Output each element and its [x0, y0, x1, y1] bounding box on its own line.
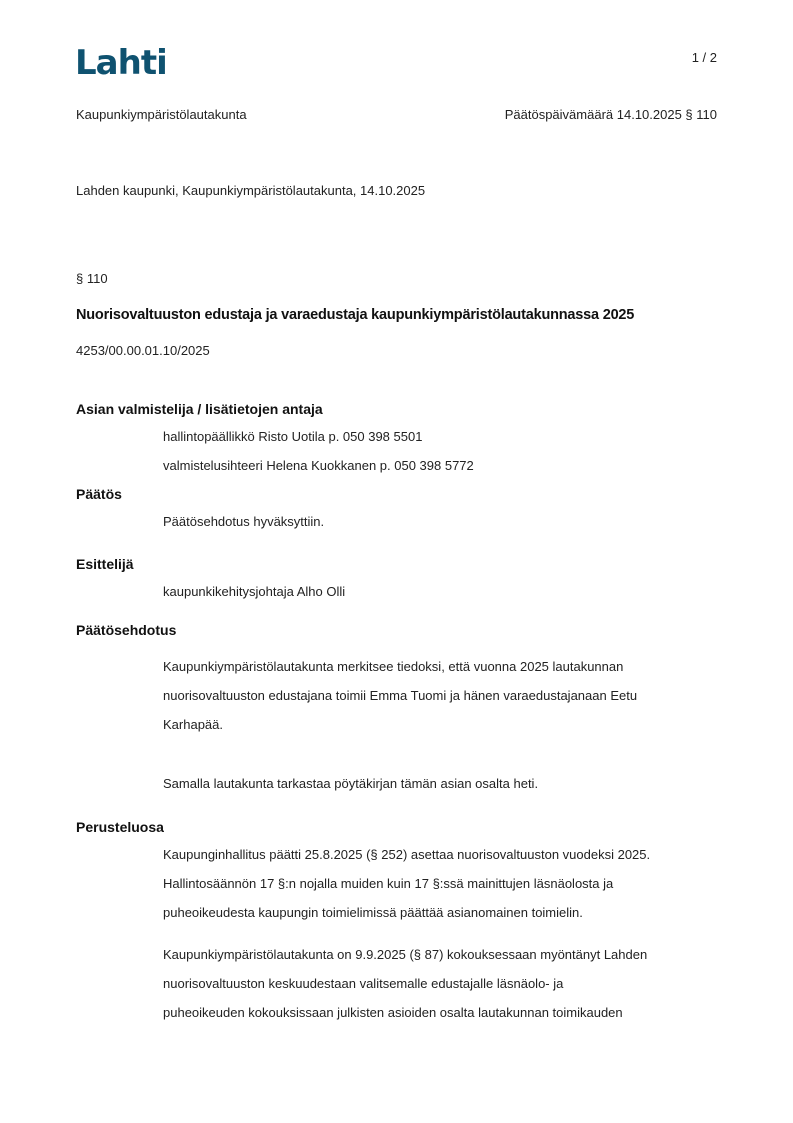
paragraph-number: § 110 [76, 271, 108, 286]
header-decision-date: Päätöspäivämäärä 14.10.2025 § 110 [504, 107, 717, 122]
rationale-line: Kaupunginhallitus päätti 25.8.2025 (§ 252) asettaa nuorisovaltuuston vuodeksi 2025. [163, 847, 651, 862]
section-heading-decision: Päätös [76, 486, 122, 502]
record-id: 4253/00.00.01.10/2025 [76, 343, 210, 358]
presenter-line: kaupunkikehitysjohtaja Alho Olli [163, 584, 346, 599]
proposal-line: Karhapää. [163, 717, 223, 732]
rationale-line: puheoikeudesta kaupungin toimielimissä päättää asianomainen toimielin. [163, 905, 583, 920]
section-heading-preparer: Asian valmistelija / lisätietojen antaja [76, 401, 323, 417]
page-number: 1 / 2 [691, 50, 717, 65]
rationale-line: puheoikeuden kokouksissaan julkisten asioiden osalta lautakunnan toimikauden [163, 1005, 623, 1020]
section-heading-proposal: Päätösehdotus [76, 622, 177, 638]
rationale-line: Kaupunkiympäristölautakunta on 9.9.2025 (§ 87) kokouksessaan myöntänyt Lahden [163, 947, 648, 962]
meeting-line: Lahden kaupunki, Kaupunkiympäristölautakunta, 14.10.2025 [76, 183, 426, 198]
header-board: Kaupunkiympäristölautakunta [76, 107, 247, 122]
preparer-line: valmistelusihteeri Helena Kuokkanen p. 050 398 5772 [163, 458, 474, 473]
document-title: Nuorisovaltuuston edustaja ja varaedustaja kaupunkiympäristölautakunnassa 2025 [76, 307, 635, 323]
rationale-line: Hallintosäännön 17 §:n nojalla muiden kuin 17 §:ssä mainittujen läsnäolosta ja [163, 876, 614, 891]
lahti-logo: Lahti [75, 43, 167, 83]
section-heading-rationale: Perusteluosa [76, 819, 164, 835]
rationale-line: nuorisovaltuuston keskuudestaan valitsemalle edustajalle läsnäolo- ja [163, 976, 564, 991]
preparer-line: hallintopäällikkö Risto Uotila p. 050 398 5501 [163, 429, 423, 444]
proposal-line: Samalla lautakunta tarkastaa pöytäkirjan tämän asian osalta heti. [163, 776, 539, 791]
section-heading-presenter: Esittelijä [76, 556, 134, 572]
proposal-line: Kaupunkiympäristölautakunta merkitsee tiedoksi, että vuonna 2025 lautakunnan [163, 659, 624, 674]
decision-line: Päätösehdotus hyväksyttiin. [163, 514, 325, 529]
proposal-line: nuorisovaltuuston edustajana toimii Emma Tuomi ja hänen varaedustajanaan Eetu [163, 688, 638, 703]
